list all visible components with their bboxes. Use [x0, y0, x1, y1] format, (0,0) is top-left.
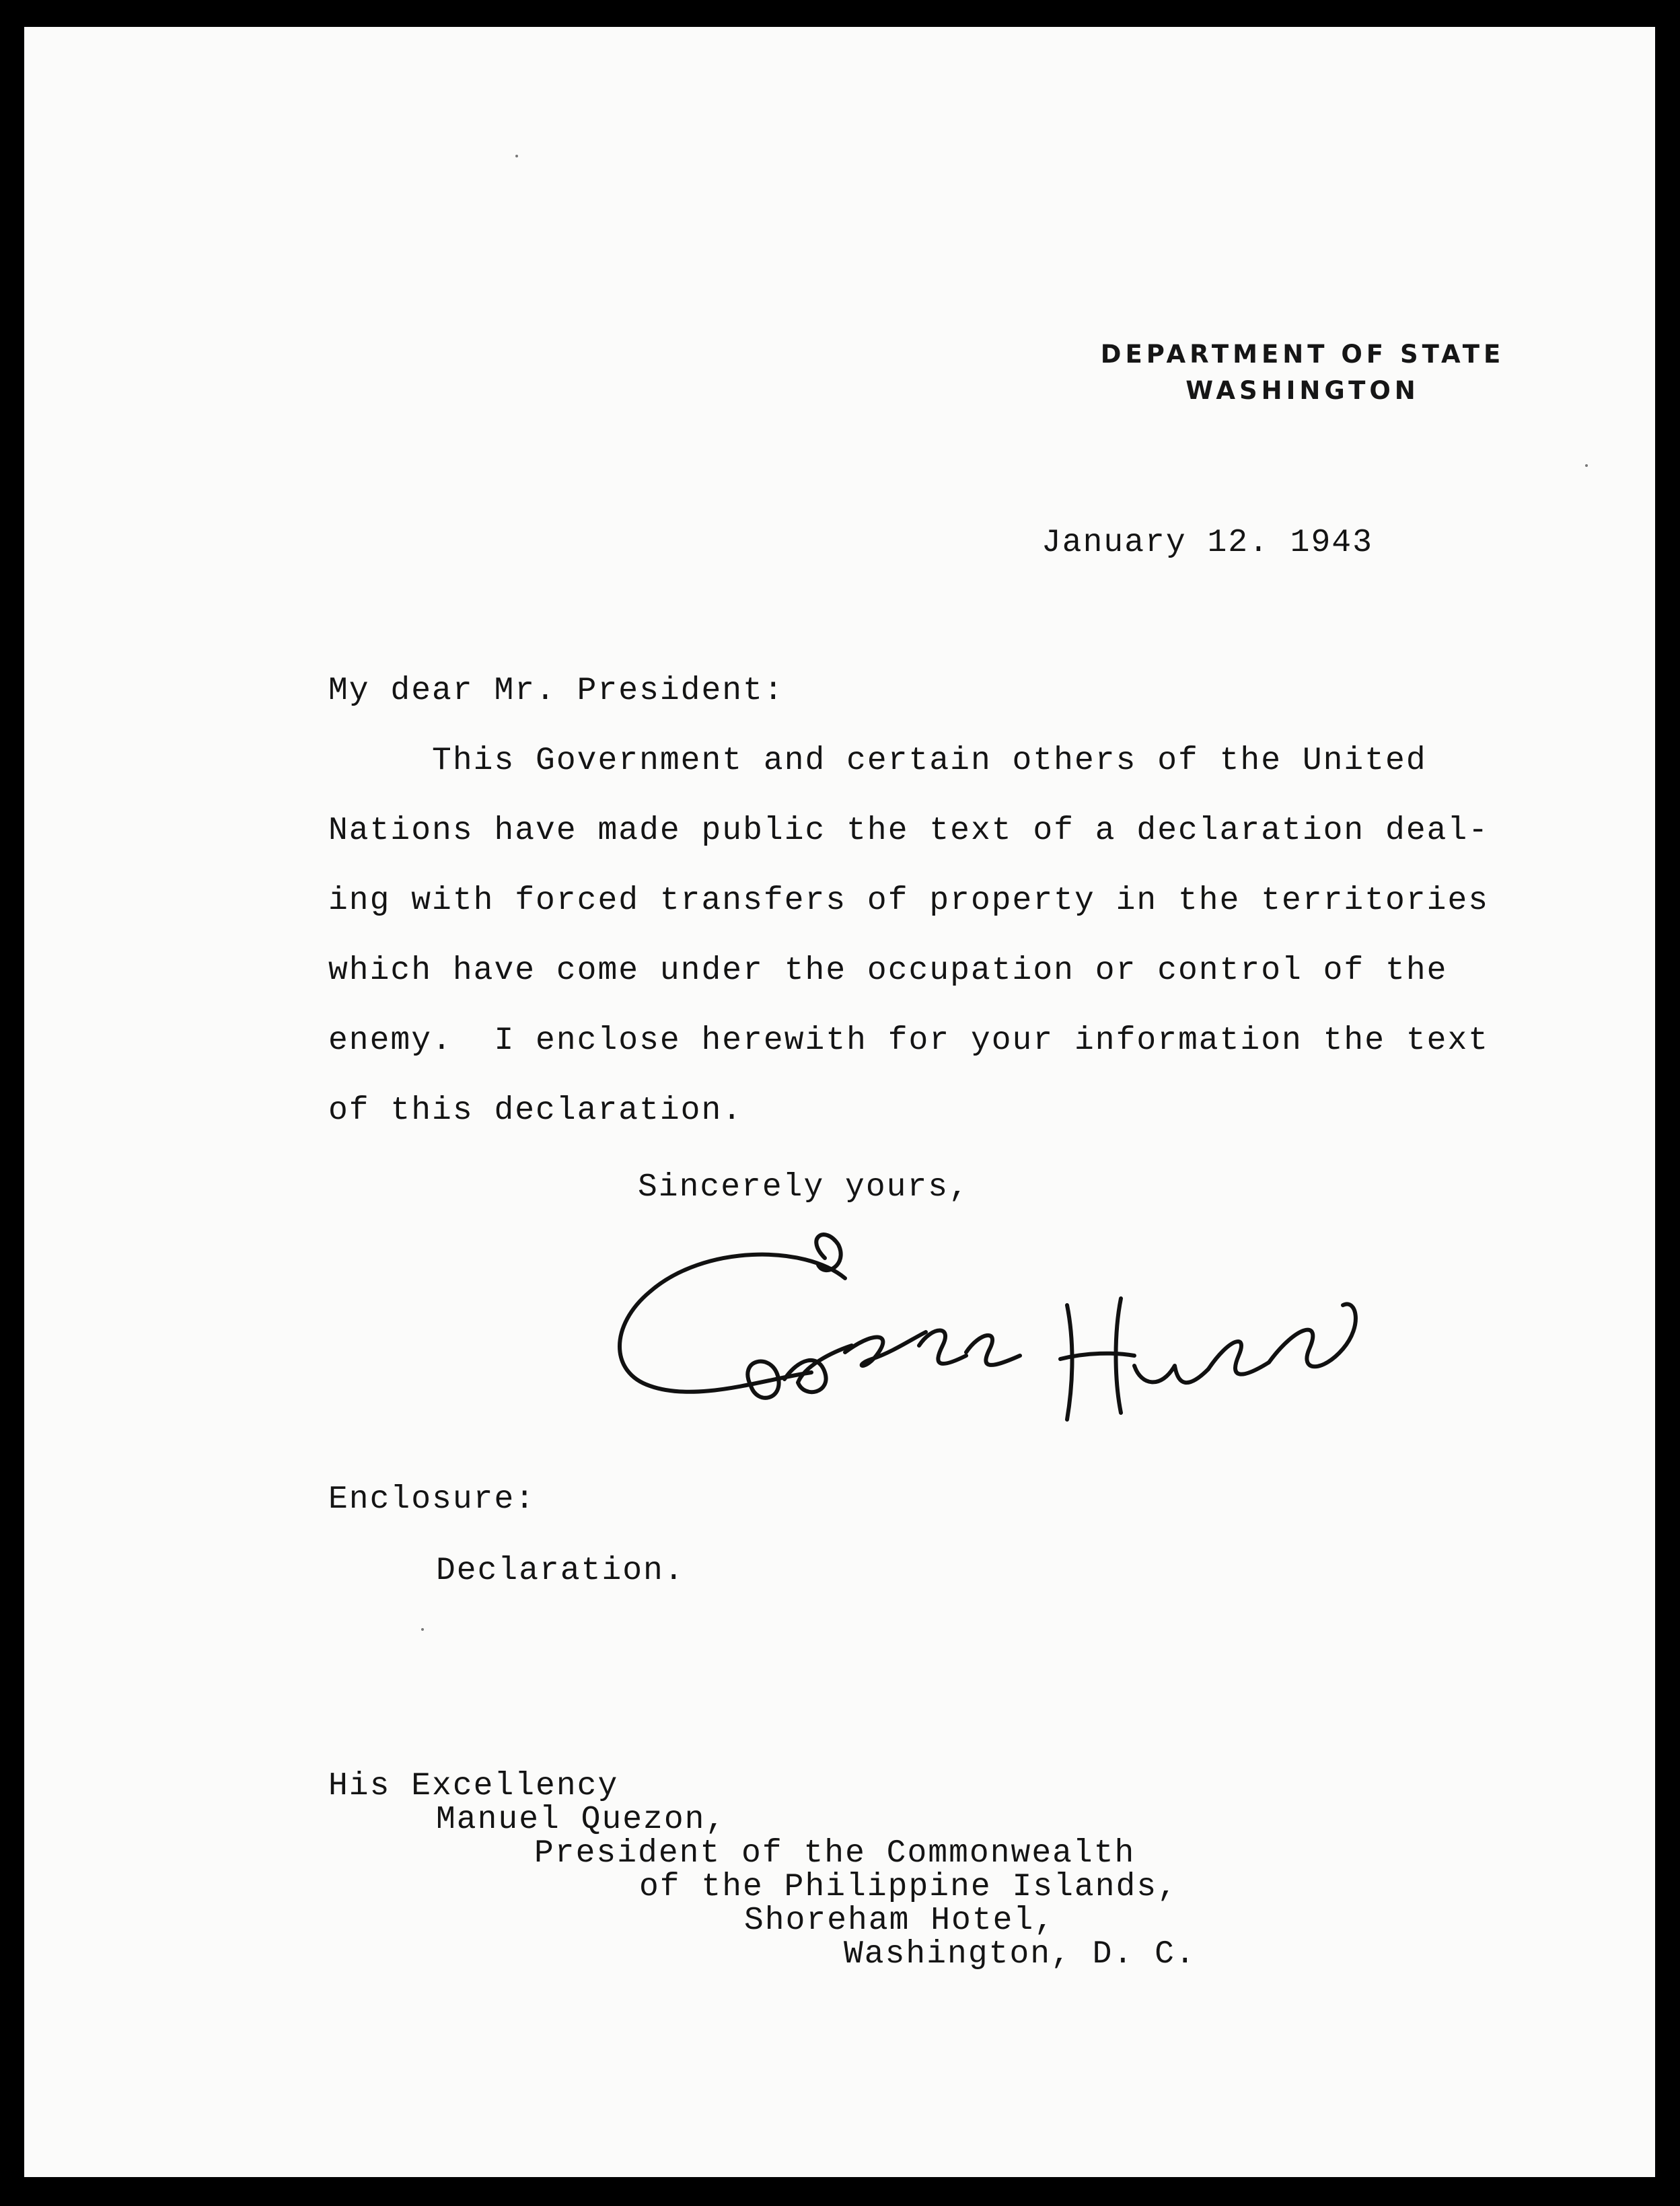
letter-sheet	[24, 27, 1655, 2177]
paper-speck	[515, 155, 518, 157]
body-line: of this declaration.	[328, 1093, 743, 1129]
addressee-line: His Excellency	[328, 1768, 619, 1804]
enclosure-label: Enclosure:	[328, 1481, 536, 1518]
body-line: This Government and certain others of the United	[328, 743, 1427, 779]
body-line: ing with forced transfers of property in the territories	[328, 883, 1490, 919]
letterhead-city: WASHINGTON	[1185, 376, 1420, 405]
addressee-line: Washington, D. C.	[844, 1936, 1196, 1973]
letterhead-department: DEPARTMENT OF STATE	[1100, 340, 1505, 369]
body-line: Nations have made public the text of a declaration deal-	[328, 813, 1490, 849]
signature	[603, 1218, 1410, 1446]
letter-date: January 12. 1943	[1042, 525, 1373, 561]
paper-speck	[1585, 464, 1588, 467]
enclosure-item: Declaration.	[436, 1553, 685, 1589]
salutation: My dear Mr. President:	[328, 673, 784, 709]
addressee-line: President of the Commonwealth	[534, 1835, 1136, 1872]
addressee-line: Manuel Quezon,	[436, 1802, 727, 1838]
body-line: enemy. I enclose herewith for your information the text	[328, 1023, 1490, 1059]
complimentary-close: Sincerely yours,	[638, 1169, 970, 1206]
letterhead	[1081, 336, 1525, 409]
body-line: which have come under the occupation or control of the	[328, 953, 1448, 989]
paper-speck	[421, 1628, 424, 1631]
addressee-line: of the Philippine Islands,	[639, 1869, 1178, 1905]
addressee-line: Shoreham Hotel,	[744, 1903, 1056, 1939]
